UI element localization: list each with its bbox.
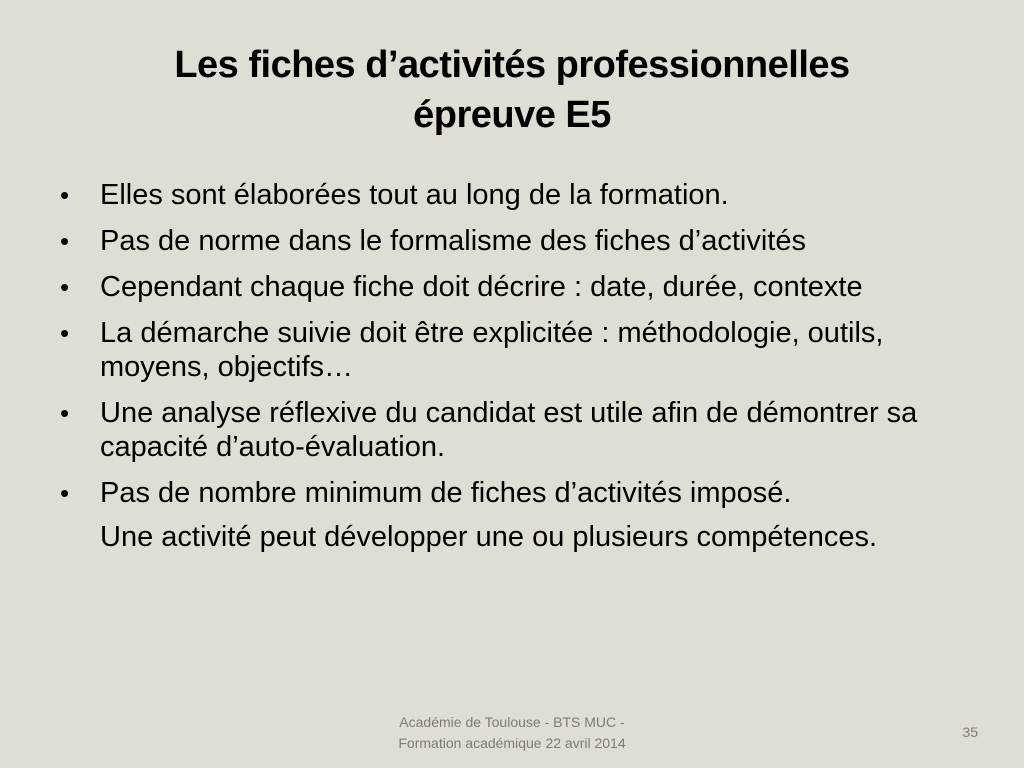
bullet-item-4: [58, 316, 978, 384]
bullet-item-5: [58, 396, 978, 464]
bullet-item-1: [58, 178, 978, 212]
bullet-item-2: [58, 224, 978, 258]
bullet-text-2: Pas de norme dans le formalisme des fiches d’activités: [100, 225, 806, 257]
slide-footer: [350, 712, 674, 754]
continuation-text: Une activité peut développer une ou plusieurs compétences.: [100, 521, 878, 553]
slide-title: [40, 40, 984, 140]
bullet-marker: •: [60, 318, 70, 348]
bullet-marker: •: [60, 226, 70, 256]
bullet-marker: •: [60, 478, 70, 508]
bullet-text-5: Une analyse réflexive du candidat est utile afin de démontrer sa capacité d’auto-évaluation.: [100, 397, 918, 463]
bullet-text-4: La démarche suivie doit être explicitée : méthodologie, outils, moyens, objectifs…: [100, 317, 884, 383]
bullet-marker: •: [60, 180, 70, 210]
bullet-item-3: [58, 270, 978, 304]
bullet-text-3: Cependant chaque fiche doit décrire : date, durée, contexte: [100, 271, 863, 303]
footer-line-1: Académie de Toulouse - BTS MUC -: [399, 714, 625, 730]
bullet-item-6: [58, 476, 978, 510]
bullet-list: [58, 178, 978, 566]
footer-line-2: Formation académique 22 avril 2014: [398, 735, 626, 751]
bullet-text-6: Pas de nombre minimum de fiches d’activités imposé.: [100, 477, 792, 509]
bullet-text-1: Elles sont élaborées tout au long de la formation.: [100, 179, 729, 211]
bullet-marker: •: [60, 272, 70, 302]
slide-number: 35: [962, 724, 978, 740]
slide-title-line-1: Les fiches d’activités professionnelles: [174, 44, 850, 86]
slide-title-line-2: épreuve E5: [413, 94, 611, 136]
continuation-paragraph: [58, 520, 978, 554]
bullet-marker: •: [60, 398, 70, 428]
